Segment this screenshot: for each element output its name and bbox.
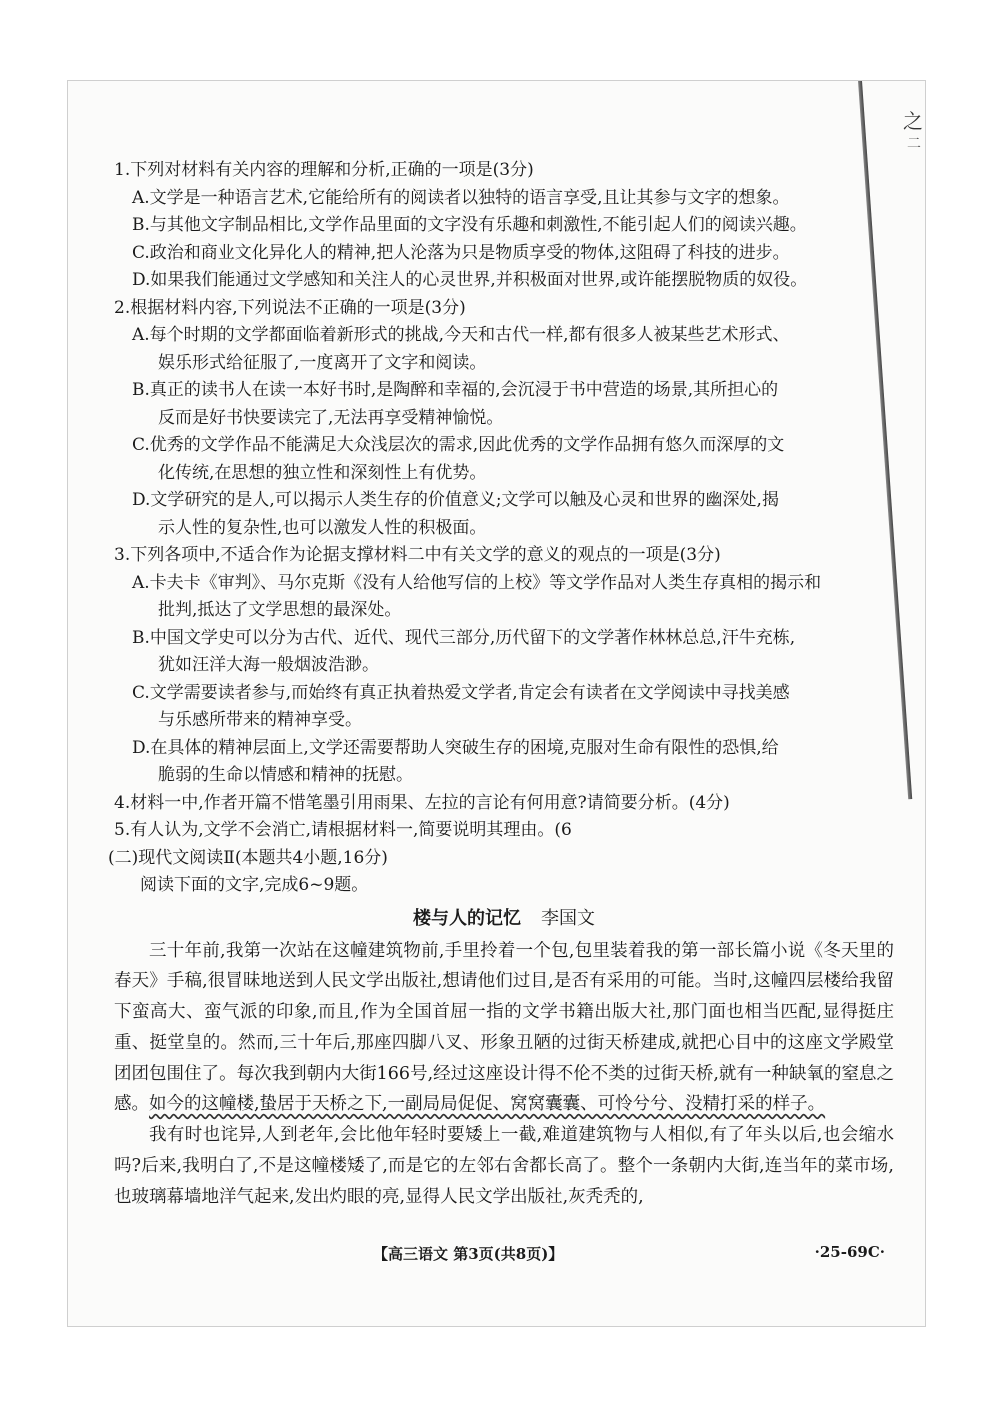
question-4: 4.材料一中,作者开篇不惜笔墨引用雨果、左拉的言论有何用意?请简要分析。(4分) [114, 792, 730, 813]
footer-exam-code: ·25-69C· [814, 1243, 885, 1261]
corner-glyph: 之 [903, 109, 923, 133]
section-instruction: 阅读下面的文字,完成6~9题。 [140, 875, 369, 895]
scanned-page [67, 80, 926, 1327]
q2-option-a: A.每个时期的文学都面临着新形式的挑战,今天和古代一样,都有很多人被某些艺术形式、 [132, 325, 790, 345]
q2-option-a-cont: 娱乐形式给征服了,一度离开了文字和阅读。 [158, 352, 487, 373]
passage-paragraph-2: 我有时也诧异,人到老年,会比他年轻时要矮上一截,难道建筑物与人相似,有了年头以后,也会缩水吗?后来,我明白了,不是这幢楼矮了,而是它的左邻右舍都长高了。整个一条朝内大街,连当年的菜市场,也玻璃幕墙地洋气起来,发出灼眼的亮,显得人民文学出版社,灰秃秃的, [114, 1125, 894, 1207]
question-5: 5.有人认为,文学不会消亡,请根据材料一,简要说明其理由。(6 [114, 820, 572, 840]
passage-title [114, 902, 894, 936]
q2-option-d-cont: 示人性的复杂性,也可以激发人性的积极面。 [158, 517, 487, 538]
q3-option-c-cont: 与乐感所带来的精神享受。 [158, 710, 362, 730]
q2-option-c-cont: 化传统,在思想的独立性和深刻性上有优势。 [158, 462, 487, 483]
q3-option-a: A.卡夫卡《审判》、马尔克斯《没有人给他写信的上校》等文学作品对人类生存真相的揭示和 [132, 572, 822, 593]
q1-option-b: B.与其他文字制品相比,文学作品里面的文字没有乐趣和刺激性,不能引起人们的阅读兴趣。 [132, 215, 807, 235]
q3-option-b-cont: 犹如汪洋大海一般烟波浩渺。 [158, 655, 379, 675]
section-heading: (二)现代文阅读Ⅱ(本题共4小题,16分) [108, 847, 388, 868]
q2-option-d: D.文学研究的是人,可以揭示人类生存的价值意义;文学可以触及心灵和世界的幽深处,揭 [132, 490, 779, 510]
passage-paragraph-1 [114, 936, 894, 1121]
question-1: 1.下列对材料有关内容的理解和分析,正确的一项是(3分) [114, 160, 534, 180]
corner-glyph-2: 二 [907, 136, 921, 152]
q2-option-b: B.真正的读书人在读一本好书时,是陶醉和幸福的,会沉浸于书中营造的场景,其所担心的 [132, 380, 779, 400]
q1-option-c: C.政治和商业文化异化人的精神,把人沦落为只是物质享受的物体,这阻碍了科技的进步。 [132, 242, 790, 263]
q3-option-a-cont: 批判,抵达了文学思想的最深处。 [158, 600, 402, 620]
footer-page-label: 【高三语文 第3页(共8页)】 [373, 1245, 564, 1263]
paragraph-1-underlined: 如今的这幢楼,蛰居于天桥之下,一副局局促促、窝窝囊囊、可怜兮兮、没精打采的样子。 [149, 1094, 826, 1115]
question-2: 2.根据材料内容,下列说法不正确的一项是(3分) [114, 297, 466, 318]
q2-option-c: C.优秀的文学作品不能满足大众浅层次的需求,因此优秀的文学作品拥有悠久而深厚的文 [132, 435, 785, 455]
q3-option-b: B.中国文学史可以分为古代、近代、现代三部分,历代留下的文学著作林林总总,汗牛充栋, [132, 627, 796, 648]
page-content [108, 157, 894, 1213]
q1-option-d: D.如果我们能通过文学感知和关注人的心灵世界,并积极面对世界,或许能摆脱物质的奴役。 [132, 270, 808, 290]
question-3: 3.下列各项中,不适合作为论据支撑材料二中有关文学的意义的观点的一项是(3分) [114, 545, 721, 565]
passage-author: 李国文 [541, 907, 595, 929]
q1-option-a: A.文学是一种语言艺术,它能给所有的阅读者以独特的语言享受,且让其参与文字的想象。 [132, 187, 790, 208]
q3-option-c: C.文学需要读者参与,而始终有真正执着热爱文学者,肯定会有读者在文学阅读中寻找美感 [132, 682, 790, 703]
q2-option-b-cont: 反而是好书快要读完了,无法再享受精神愉悦。 [158, 407, 504, 428]
passage-title-text: 楼与人的记忆 [413, 907, 521, 929]
q3-option-d: D.在具体的精神层面上,文学还需要帮助人突破生存的困境,克服对生命有限性的恐惧,给 [132, 737, 779, 758]
q3-option-d-cont: 脆弱的生命以情感和精神的抚慰。 [158, 765, 413, 785]
paragraph-1-text: 三十年前,我第一次站在这幢建筑物前,手里拎着一个包,包里装着我的第一部长篇小说《冬天里的春天》手稿,很冒昧地送到人民文学出版社,想请他们过目,是否有采用的可能。当时,这幢四层楼给我留下蛮高大、蛮气派的印象,而且,作为全国首屈一指的文学书籍出版大社,那门面也相当匹配,显得挺庄重、挺堂皇的。然而,三十年后,那座四脚八叉、形象丑陋的过街天桥建成,就把心目中的这座文学殿堂团团包围住了。每次我到朝内大街166号,经过这座设计得不伦不类的过街天桥,就有一种缺氧的窒息之感。 [114, 940, 894, 1115]
